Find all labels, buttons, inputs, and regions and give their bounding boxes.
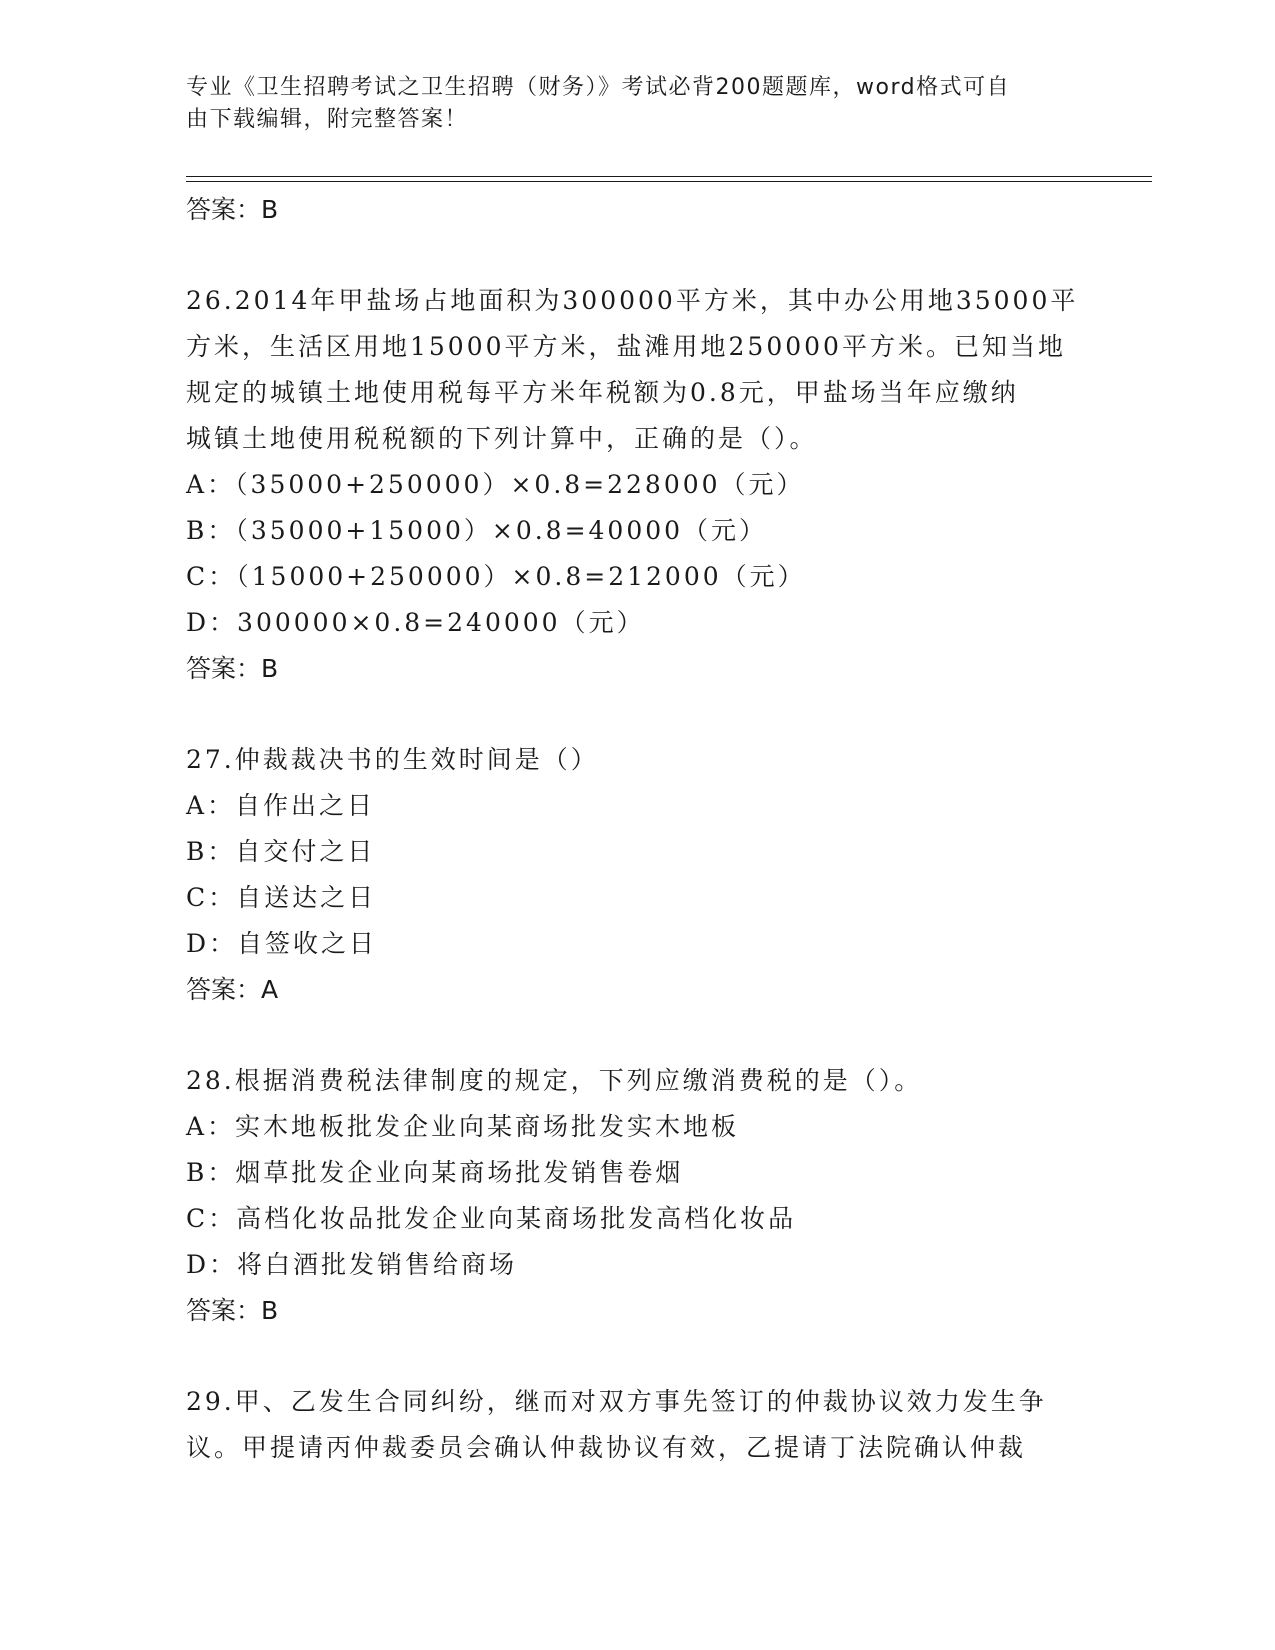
question-28-option-a: A：实木地板批发企业向某商场批发实木地板 bbox=[186, 1112, 740, 1141]
question-26-answer: 答案：B bbox=[186, 654, 279, 683]
question-27-option-c: C：自送达之日 bbox=[186, 883, 377, 912]
header-divider-bottom bbox=[186, 181, 1152, 182]
question-27-option-a: A：自作出之日 bbox=[186, 791, 376, 820]
spacer bbox=[186, 233, 1086, 278]
header-line-1: 专业《卫生招聘考试之卫生招聘（财务）》考试必背200题题库，word格式可自 bbox=[186, 75, 1011, 100]
question-26-stem-line-4: 城镇土地使用税税额的下列计算中，正确的是（）。 bbox=[186, 424, 818, 453]
header-line-2: 由下载编辑，附完整答案！ bbox=[186, 107, 469, 132]
question-26-option-c: C：（15000+250000）×0.8=212000（元） bbox=[186, 562, 806, 591]
question-26-stem-line-2: 方米，生活区用地15000平方米，盐滩用地250000平方米。已知当地 bbox=[186, 332, 1066, 361]
question-26-stem-line-1: 26.2014年甲盐场占地面积为300000平方米，其中办公用地35000平 bbox=[186, 286, 1079, 315]
question-28-option-c: C：高档化妆品批发企业向某商场批发高档化妆品 bbox=[186, 1204, 797, 1233]
question-26 bbox=[186, 278, 1086, 692]
question-28-stem: 28.根据消费税法律制度的规定，下列应缴消费税的是（）。 bbox=[186, 1066, 923, 1095]
question-27-option-b: B：自交付之日 bbox=[186, 837, 376, 866]
question-26-option-b: B：（35000+15000）×0.8=40000（元） bbox=[186, 516, 768, 545]
question-28-answer: 答案：B bbox=[186, 1296, 279, 1325]
question-28 bbox=[186, 1058, 1086, 1334]
question-29 bbox=[186, 1379, 1086, 1471]
document-header bbox=[186, 72, 1066, 136]
spacer bbox=[186, 692, 1086, 737]
answer-prev: 答案：B bbox=[186, 195, 279, 224]
header-divider-top bbox=[186, 176, 1152, 177]
question-26-option-a: A：（35000+250000）×0.8=228000（元） bbox=[186, 470, 805, 499]
spacer bbox=[186, 1334, 1086, 1379]
question-26-stem-line-3: 规定的城镇土地使用税每平方米年税额为0.8元，甲盐场当年应缴纳 bbox=[186, 378, 1019, 407]
question-27-stem: 27.仲裁裁决书的生效时间是（） bbox=[186, 745, 599, 774]
question-27 bbox=[186, 737, 1086, 1013]
document-body bbox=[186, 187, 1086, 1471]
question-29-stem-line-2: 议。甲提请丙仲裁委员会确认仲裁协议有效，乙提请丁法院确认仲裁 bbox=[186, 1433, 1027, 1462]
spacer bbox=[186, 1013, 1086, 1058]
question-27-option-d: D：自签收之日 bbox=[186, 929, 378, 958]
question-27-answer: 答案：A bbox=[186, 975, 279, 1004]
question-29-stem-line-1: 29.甲、乙发生合同纠纷，继而对双方事先签订的仲裁协议效力发生争 bbox=[186, 1387, 1047, 1416]
question-26-option-d: D：300000×0.8=240000（元） bbox=[186, 608, 645, 637]
question-28-option-b: B：烟草批发企业向某商场批发销售卷烟 bbox=[186, 1158, 684, 1187]
question-28-option-d: D：将白酒批发销售给商场 bbox=[186, 1250, 518, 1279]
